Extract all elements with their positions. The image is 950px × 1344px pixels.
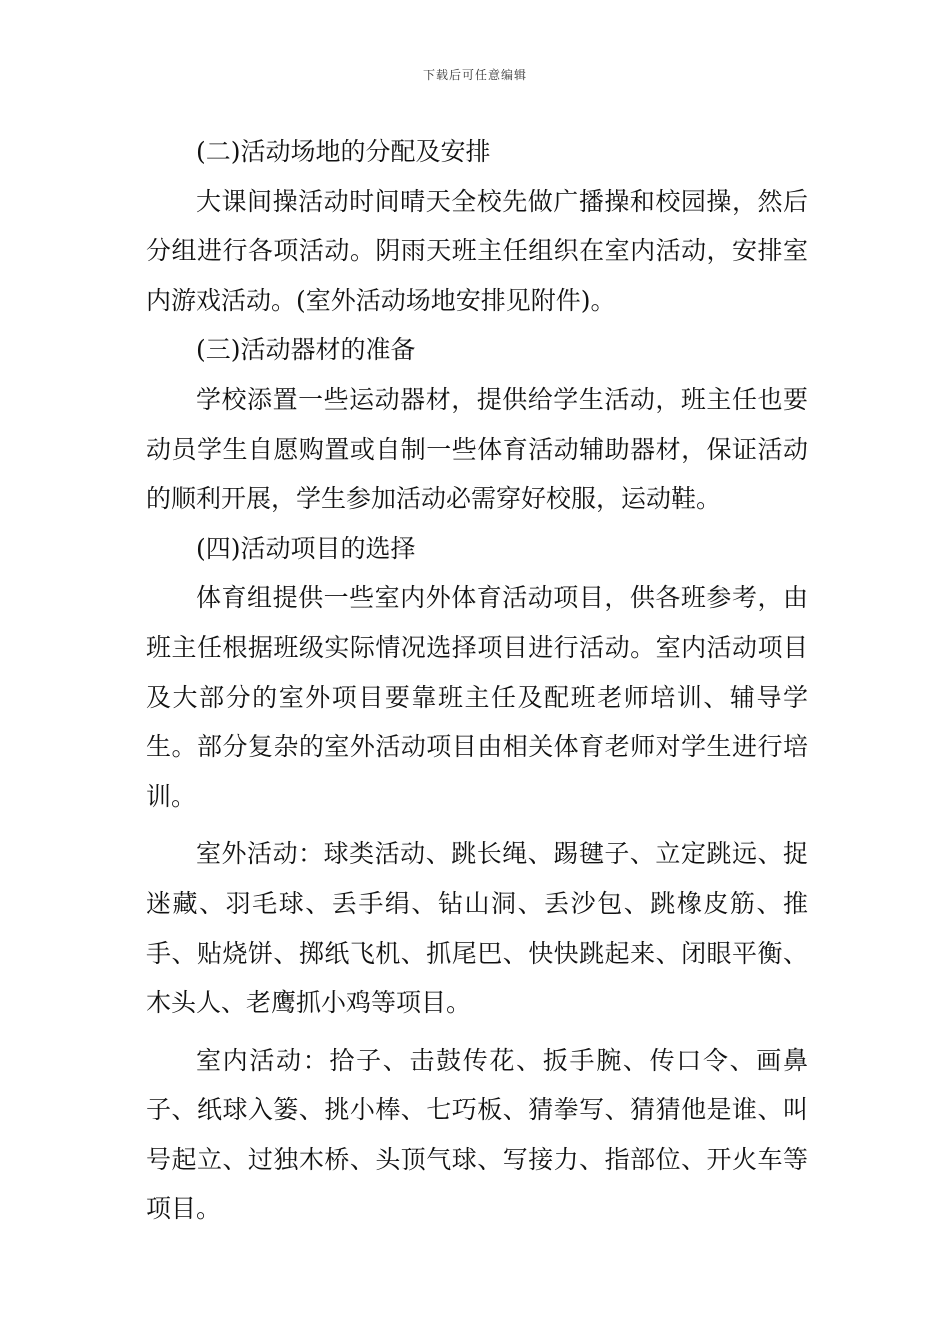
paragraph-activity-selection: 体育组提供一些室内外体育活动项目，供各班参考，由班主任根据班级实际情况选择项目进行活动。室内活动项目及大部分的室外项目要靠班主任及配班老师培训、辅导学生。部分复杂的室外活动项目由相关体育老师对学生进行培训。	[146, 583, 808, 811]
page-header-note: 下载后可任意编辑	[422, 68, 527, 82]
paragraph-equipment-preparation: 学校添置一些运动器材，提供给学生活动，班主任也要动员学生自愿购置或自制一些体育活动辅助器材，保证活动的顺利开展，学生参加活动必需穿好校服，运动鞋。	[146, 384, 808, 514]
section-heading-activity-selection: (四)活动项目的选择	[196, 533, 416, 563]
document-body	[146, 127, 808, 1234]
paragraph-venue-arrangement: 大课间操活动时间晴天全校先做广播操和校园操，然后分组进行各项活动。阴雨天班主任组织在室内活动，安排室内游戏活动。(室外活动场地安排见附件)。	[146, 186, 808, 315]
paragraph-outdoor-activities: 室外活动：球类活动、跳长绳、踢毽子、立定跳远、捉迷藏、羽毛球、丢手绢、钻山洞、丢沙包、跳橡皮筋、推手、贴烧饼、掷纸飞机、抓尾巴、快快跳起来、闭眼平衡、木头人、老鹰抓小鸡等项目。	[146, 839, 808, 1018]
section-heading-equipment: (三)活动器材的准备	[196, 335, 416, 365]
section-heading-venue: (二)活动场地的分配及安排	[196, 137, 491, 166]
paragraph-indoor-activities: 室内活动：拾子、击鼓传花、扳手腕、传口令、画鼻子、纸球入篓、挑小棒、七巧板、猜拳写、猜猜他是谁、叫号起立、过独木桥、头顶气球、写接力、指部位、开火车等项目。	[146, 1045, 808, 1224]
